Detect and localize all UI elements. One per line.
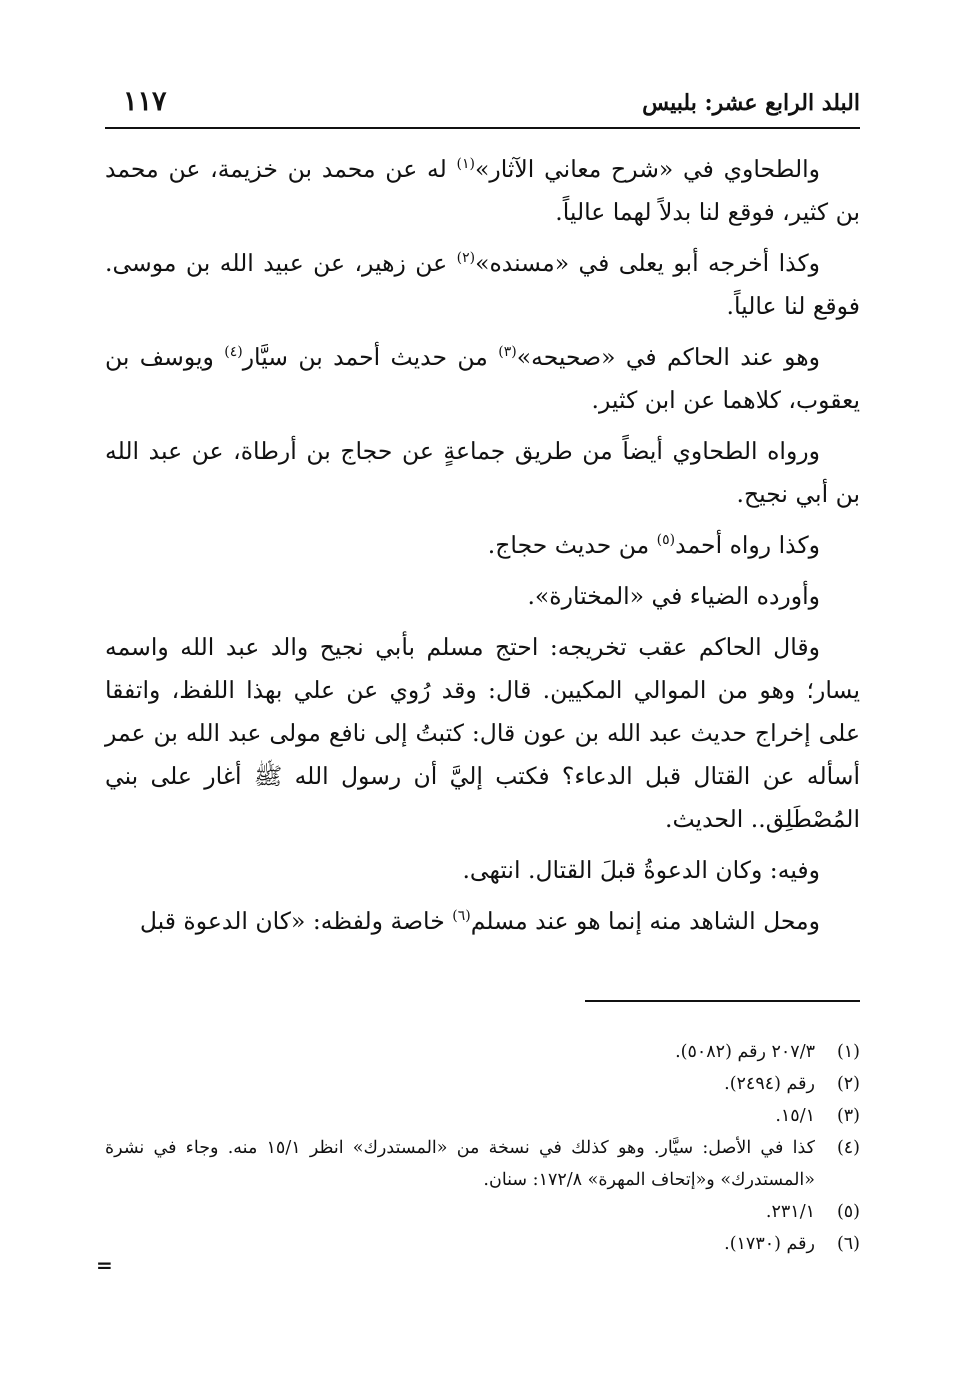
paragraph: وكذا أخرجه أبو يعلى في «مسنده»$^{(٢)}$ عن زهير، عن عبيد الله بن موسى. فوقع لنا عالياً. <box>105 249 860 320</box>
footnote-item <box>105 1132 860 1196</box>
paragraph: وفيه: وكان الدعوةُ قبلَ القتال. انتهى. <box>462 856 820 884</box>
footnote-text: كذا في الأصل: سيَّار. وهو كذلك في نسخة من «المستدرك» انظر ١٥/١ منه. وجاء في نشرة «المستدرك» و«إتحاف المهرة» ١٧٢/٨: سنان. <box>105 1138 815 1190</box>
footnote-ref: (٤) <box>224 344 243 361</box>
footnote-ref: (٥) <box>656 532 676 549</box>
paragraph: وقال الحاكم عقب تخريجه: احتج مسلم بأبي نجيح والد عبد الله واسمه يسار؛ وهو من الموالي المكيين. قال: وقد رُوي عن علي بهذا اللفظ، واتفقا على إخراج حديث عبد الله بن عون قال: كتبتُ إلى نافع مولى عبد الله بن عمر أسأله عن القتال قبل الدعاء؟ فكتب إليَّ أن رسول الله ﷺ أغار على بني المُصْطَلِق.. الحديث. <box>105 633 860 833</box>
paragraph: وهو عند الحاكم في «صحيحه»$^{(٣)}$ من حديث أحمد بن سيَّار$^{(٤)}$ ويوسف بن يعقوب، كلاهما عن ابن كثير. <box>105 343 860 414</box>
main-text <box>105 148 860 951</box>
footnote-divider <box>585 1000 860 1002</box>
footnote-item <box>105 1228 860 1260</box>
footnote-text: رقم (١٧٣٠). <box>724 1234 815 1254</box>
footnote-number: (٢) <box>836 1074 860 1094</box>
footnote-number: (١) <box>836 1042 860 1062</box>
paragraph: وكذا رواه أحمد$^{(٥)}$ من حديث حجاج. <box>487 531 820 559</box>
paragraph: ورواه الطحاوي أيضاً من طريق جماعةٍ عن حجاج بن أرطاة، عن عبد الله بن أبي نجيح. <box>105 437 860 508</box>
footnote-item <box>105 1196 860 1228</box>
running-title: البلد الرابع عشر: بلبيس <box>642 90 860 116</box>
page-number: ١١٧ <box>123 86 167 117</box>
paragraph: ومحل الشاهد منه إنما هو عند مسلم$^{(٦)}$ خاصة ولفظه: «كان الدعوة قبل <box>139 907 820 935</box>
continuation-mark: = <box>96 1253 113 1277</box>
paragraph: وأورده الضياء في «المختارة». <box>527 582 820 610</box>
footnote-ref: (٣) <box>498 344 517 361</box>
footnote-ref: (٦) <box>452 908 471 925</box>
footnote-text: رقم (٢٤٩٤). <box>724 1074 815 1094</box>
footnote-number: (٦) <box>836 1234 860 1254</box>
footnote-number: (٤) <box>836 1138 860 1158</box>
footnote-ref: (٢) <box>456 250 476 267</box>
footnote-number: (٥) <box>836 1202 860 1222</box>
footnote-item <box>105 1036 860 1068</box>
footnote-item <box>105 1068 860 1100</box>
footnote-text: ١٥/١. <box>775 1106 815 1126</box>
footnotes <box>105 1036 860 1260</box>
footnote-text: ٢٠٧/٣ رقم (٥٠٨٢). <box>675 1042 815 1062</box>
footnote-item <box>105 1100 860 1132</box>
page-header <box>105 86 860 122</box>
footnote-ref: (١) <box>456 156 475 173</box>
paragraph: والطحاوي في «شرح معاني الآثار»$^{(١)}$ له عن محمد بن خزيمة، عن محمد بن كثير، فوقع لنا بدلاً لهما عالياً. <box>105 155 860 226</box>
header-divider <box>105 127 860 129</box>
footnote-number: (٣) <box>836 1106 860 1126</box>
footnote-text: ٢٣١/١. <box>765 1202 815 1222</box>
